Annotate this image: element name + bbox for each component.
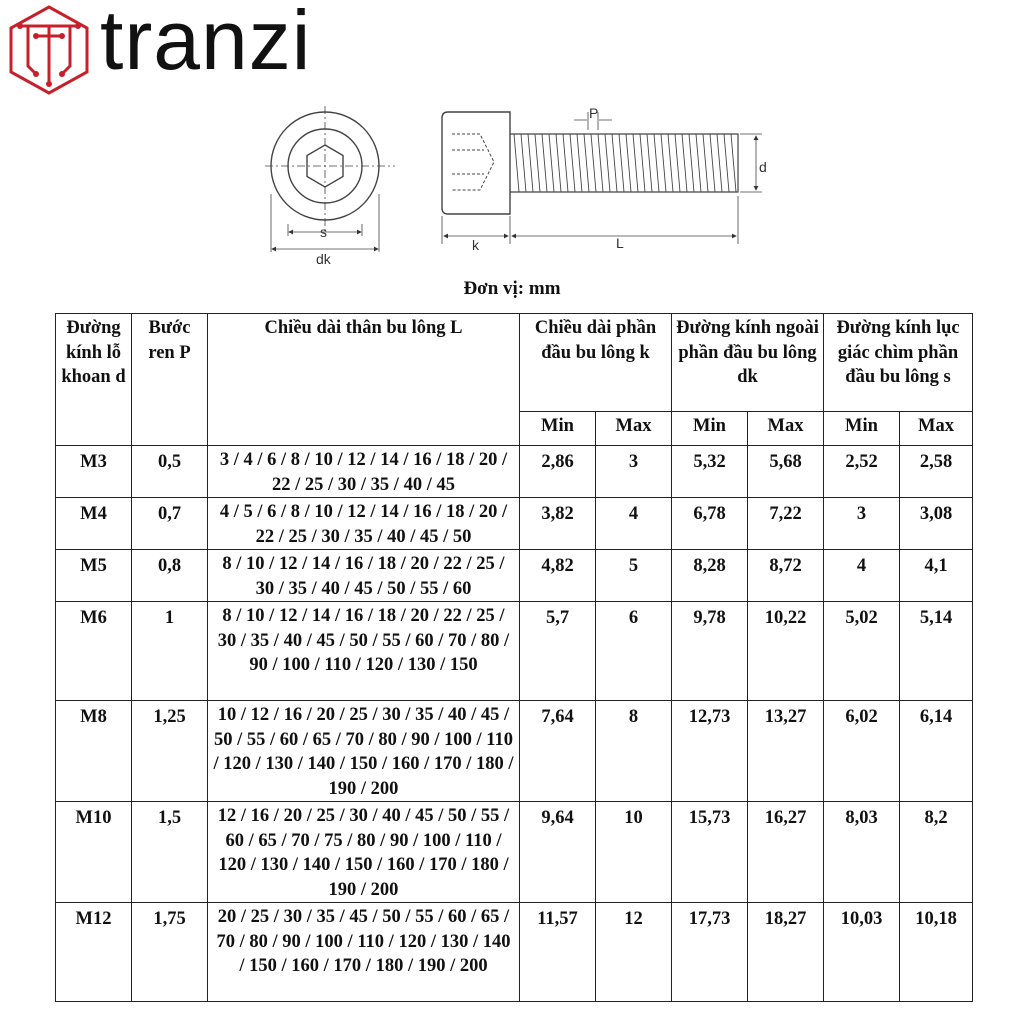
- unit-note: Đơn vị: mm: [463, 278, 561, 299]
- table-row: [56, 550, 973, 602]
- label-s: s: [320, 224, 327, 240]
- label-l: L: [616, 235, 624, 251]
- cell-dk-min: 5,32: [672, 446, 748, 498]
- header-s-min: Min: [824, 412, 900, 446]
- cell-d: M12: [56, 903, 132, 1002]
- cell-d: M5: [56, 550, 132, 602]
- cell-d: M3: [56, 446, 132, 498]
- cell-l: 10 / 12 / 16 / 20 / 25 / 30 / 35 / 40 / 45 / 50 / 55 / 60 / 65 / 70 / 80 / 90 / 100 / 110 / 120 / 130 / 140 / 150 / 160 / 170 / 180 / 190 / 200: [208, 701, 520, 802]
- cell-k-min: 2,86: [520, 446, 596, 498]
- cell-p: 1,75: [132, 903, 208, 1002]
- cell-s-max: 4,1: [900, 550, 973, 602]
- header-p: Bước ren P: [132, 314, 208, 446]
- cell-s-min: 5,02: [824, 602, 900, 701]
- cell-dk-max: 16,27: [748, 802, 824, 903]
- cell-dk-min: 8,28: [672, 550, 748, 602]
- cell-d: M4: [56, 498, 132, 550]
- cell-s-min: 2,52: [824, 446, 900, 498]
- cell-k-max: 12: [596, 903, 672, 1002]
- cell-p: 1,25: [132, 701, 208, 802]
- header-s-max: Max: [900, 412, 973, 446]
- table-row: [56, 802, 973, 903]
- header-dk-max: Max: [748, 412, 824, 446]
- cell-l: 12 / 16 / 20 / 25 / 30 / 40 / 45 / 50 / 55 / 60 / 65 / 70 / 75 / 80 / 90 / 100 / 110 / 120 / 130 / 140 / 150 / 160 / 170 / 180 / 190 / 200: [208, 802, 520, 903]
- bolt-technical-drawing: [262, 104, 782, 274]
- cell-p: 0,5: [132, 446, 208, 498]
- header-s: Đường kính lục giác chìm phần đầu bu lông s: [824, 314, 973, 412]
- cell-p: 1,5: [132, 802, 208, 903]
- header-k: Chiều dài phần đầu bu lông k: [520, 314, 672, 412]
- brand-logo: [6, 0, 336, 96]
- label-d: d: [759, 159, 767, 175]
- cell-s-max: 6,14: [900, 701, 973, 802]
- cell-s-max: 10,18: [900, 903, 973, 1002]
- cell-d: M8: [56, 701, 132, 802]
- cell-k-max: 4: [596, 498, 672, 550]
- cell-s-min: 8,03: [824, 802, 900, 903]
- brand-name: tranzi: [100, 0, 312, 87]
- cell-s-min: 10,03: [824, 903, 900, 1002]
- cell-k-min: 5,7: [520, 602, 596, 701]
- header-dk-min: Min: [672, 412, 748, 446]
- cell-dk-min: 17,73: [672, 903, 748, 1002]
- header-l: Chiều dài thân bu lông L: [208, 314, 520, 446]
- cell-d: M6: [56, 602, 132, 701]
- cell-l: 20 / 25 / 30 / 35 / 45 / 50 / 55 / 60 / 65 / 70 / 80 / 90 / 100 / 110 / 120 / 130 / 140 / 150 / 160 / 170 / 180 / 190 / 200: [208, 903, 520, 1002]
- cell-dk-min: 12,73: [672, 701, 748, 802]
- cell-s-max: 5,14: [900, 602, 973, 701]
- cell-dk-max: 5,68: [748, 446, 824, 498]
- cell-dk-max: 10,22: [748, 602, 824, 701]
- cell-k-min: 3,82: [520, 498, 596, 550]
- cell-l: 4 / 5 / 6 / 8 / 10 / 12 / 14 / 16 / 18 / 20 / 22 / 25 / 30 / 35 / 40 / 45 / 50: [208, 498, 520, 550]
- cell-dk-min: 6,78: [672, 498, 748, 550]
- label-dk: dk: [316, 251, 331, 267]
- cell-s-min: 3: [824, 498, 900, 550]
- cell-k-max: 8: [596, 701, 672, 802]
- header-k-min: Min: [520, 412, 596, 446]
- cell-k-min: 4,82: [520, 550, 596, 602]
- label-k: k: [472, 237, 479, 253]
- cell-k-min: 7,64: [520, 701, 596, 802]
- cell-k-max: 3: [596, 446, 672, 498]
- table-row: [56, 446, 973, 498]
- table-row: [56, 602, 973, 701]
- tranzi-logo-icon: [6, 4, 92, 96]
- cell-p: 0,7: [132, 498, 208, 550]
- cell-dk-max: 8,72: [748, 550, 824, 602]
- cell-dk-max: 18,27: [748, 903, 824, 1002]
- cell-k-min: 11,57: [520, 903, 596, 1002]
- cell-d: M10: [56, 802, 132, 903]
- cell-k-min: 9,64: [520, 802, 596, 903]
- cell-k-max: 10: [596, 802, 672, 903]
- cell-p: 1: [132, 602, 208, 701]
- cell-k-max: 5: [596, 550, 672, 602]
- cell-l: 8 / 10 / 12 / 14 / 16 / 18 / 20 / 22 / 25 / 30 / 35 / 40 / 45 / 50 / 55 / 60: [208, 550, 520, 602]
- cell-s-max: 8,2: [900, 802, 973, 903]
- cell-dk-min: 9,78: [672, 602, 748, 701]
- cell-p: 0,8: [132, 550, 208, 602]
- cell-l: 3 / 4 / 6 / 8 / 10 / 12 / 14 / 16 / 18 / 20 / 22 / 25 / 30 / 35 / 40 / 45: [208, 446, 520, 498]
- cell-dk-min: 15,73: [672, 802, 748, 903]
- label-p: P: [589, 105, 599, 121]
- cell-l: 8 / 10 / 12 / 14 / 16 / 18 / 20 / 22 / 25 / 30 / 35 / 40 / 45 / 50 / 55 / 60 / 70 / 80 / 90 / 100 / 110 / 120 / 130 / 150: [208, 602, 520, 701]
- table-row: [56, 903, 973, 1002]
- cell-s-min: 6,02: [824, 701, 900, 802]
- bolt-side-view: [442, 112, 762, 244]
- cell-k-max: 6: [596, 602, 672, 701]
- cell-dk-max: 7,22: [748, 498, 824, 550]
- cell-s-min: 4: [824, 550, 900, 602]
- cell-s-max: 3,08: [900, 498, 973, 550]
- bolt-spec-table: [55, 313, 973, 1002]
- header-dk: Đường kính ngoài phần đầu bu lông dk: [672, 314, 824, 412]
- table-row: [56, 701, 973, 802]
- header-k-max: Max: [596, 412, 672, 446]
- header-d: Đường kính lỗ khoan d: [56, 314, 132, 446]
- cell-dk-max: 13,27: [748, 701, 824, 802]
- bolt-head-front-view: [265, 106, 395, 252]
- table-row: [56, 498, 973, 550]
- cell-s-max: 2,58: [900, 446, 973, 498]
